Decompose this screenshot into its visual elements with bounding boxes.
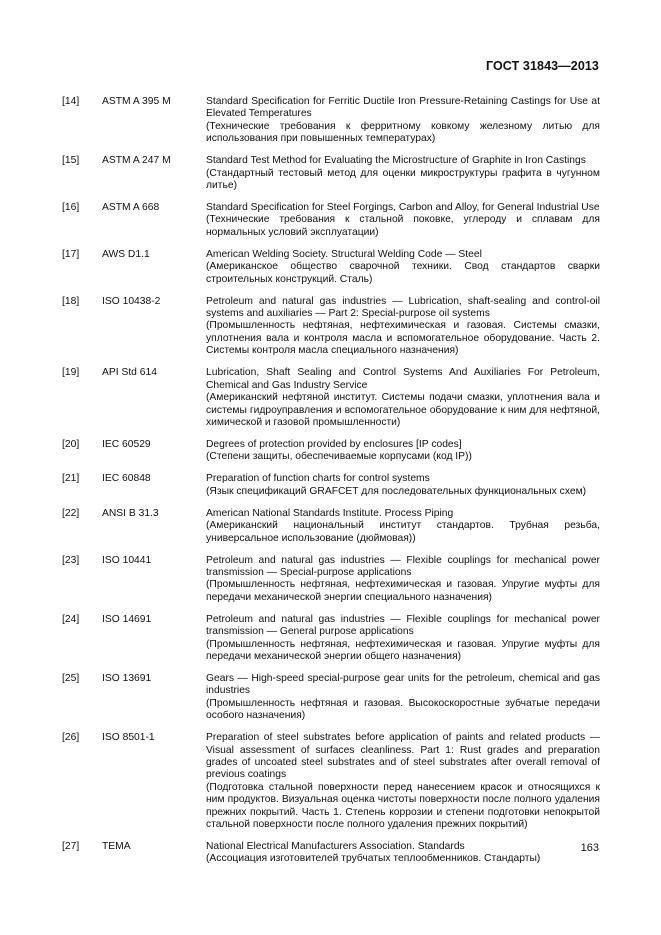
reference-entry bbox=[62, 367, 600, 429]
reference-number: [23] bbox=[62, 554, 80, 566]
reference-code: ISO 10441 bbox=[102, 554, 152, 566]
reference-title-ru: (Американский нефтяной институт. Системы подачи смазки, уплотнения вала и системы гидроуправления и вспомогательное оборудование к ним для нефтяной, химической и газовой промышленности) bbox=[206, 392, 600, 428]
reference-description bbox=[206, 155, 600, 192]
reference-entry bbox=[62, 508, 600, 545]
reference-number: [14] bbox=[62, 96, 80, 107]
reference-title-en: Gears — High-speed special-purpose gear units for the petroleum, chemical and gas industries bbox=[206, 672, 600, 697]
reference-code: API Std 614 bbox=[102, 367, 157, 379]
reference-entry bbox=[62, 732, 600, 831]
reference-description bbox=[206, 732, 600, 831]
reference-number: [16] bbox=[62, 202, 80, 214]
reference-title-ru: (Ассоциация изготовителей трубчатых теплообменников. Стандарты) bbox=[206, 853, 541, 865]
page-footer bbox=[581, 842, 599, 854]
reference-title-ru: (Язык спецификаций GRAFCET для последовательных функциональных схем) bbox=[206, 485, 587, 497]
reference-entry bbox=[62, 155, 600, 192]
reference-description bbox=[206, 96, 600, 146]
reference-number: [27] bbox=[62, 841, 80, 853]
reference-description bbox=[206, 439, 600, 464]
reference-title-en: Petroleum and natural gas industries — Lubrication, shaft-sealing and control-oil systems and auxiliaries — Part 2: Special-purpose oil systems bbox=[206, 295, 600, 320]
reference-code: TEMA bbox=[102, 841, 131, 853]
reference-code: ISO 13691 bbox=[102, 672, 152, 684]
reference-title-en: Standard Specification for Ferritic Ductile Iron Pressure-Retaining Castings for Use at Elevated Temperatures bbox=[206, 96, 600, 120]
reference-title-ru: (Промышленность нефтяная, нефтехимическая и газовая. Упругие муфты для передачи механической энергии общего назначения) bbox=[206, 638, 600, 662]
reference-code: IEC 60848 bbox=[102, 473, 151, 485]
reference-description bbox=[206, 841, 600, 866]
reference-title-en: Preparation of function charts for control systems bbox=[206, 473, 430, 485]
reference-description bbox=[206, 673, 600, 723]
reference-entry bbox=[62, 614, 600, 664]
reference-number: [24] bbox=[62, 613, 80, 625]
reference-title-ru: (Промышленность нефтяная, нефтехимическая и газовая. Упругие муфты для передачи механической энергии специального назначения) bbox=[206, 579, 600, 603]
reference-number: [21] bbox=[62, 473, 80, 485]
reference-title-ru: (Технические требования к стальной поковке, углероду и сплавам для нормальных условий эксплуатации) bbox=[206, 214, 600, 238]
reference-entry bbox=[62, 96, 600, 146]
reference-title-en: National Electrical Manufacturers Association. Standards bbox=[206, 841, 465, 853]
reference-entry bbox=[62, 439, 600, 464]
reference-code: IEC 60529 bbox=[102, 438, 151, 450]
reference-description bbox=[206, 614, 600, 664]
reference-entry bbox=[62, 249, 600, 286]
reference-title-en: Standard Specification for Steel Forgings, Carbon and Alloy, for General Industrial Use bbox=[206, 202, 600, 214]
reference-entry bbox=[62, 841, 600, 866]
reference-title-ru: (Промышленность нефтяная, нефтехимическая и газовая. Системы смазки, уплотнения вала и контроля масла и вспомогательное оборудование. Часть 2. Системы контроля масла специального назначения) bbox=[206, 320, 600, 357]
reference-title-ru: (Технические требования к ферритному ковкому железному литью для использования при повышенных температурах) bbox=[206, 120, 600, 145]
reference-title-en: Standard Test Method for Evaluating the Microstructure of Graphite in Iron Castings bbox=[206, 155, 586, 167]
reference-number: [17] bbox=[62, 248, 80, 260]
reference-number: [18] bbox=[62, 295, 80, 307]
reference-description bbox=[206, 473, 600, 498]
reference-title-ru: (Подготовка стальной поверхности перед нанесением красок и относящихся к ним продуктов. Визуальная оценка чистоты поверхности после полного удаления прежних покрытий. Часть 1. Степень коррозии и степени подготовки непокрытой стальной поверхности после полного удаления прежних покрытий) bbox=[206, 781, 600, 831]
reference-title-en: American Welding Society. Structural Welding Code — Steel bbox=[206, 248, 482, 260]
reference-number: [25] bbox=[62, 672, 80, 684]
reference-number: [22] bbox=[62, 507, 80, 519]
page-number: 163 bbox=[580, 842, 599, 854]
reference-title-en: Lubrication, Shaft Sealing and Control Systems And Auxiliaries For Petroleum, Chemical and Gas Industry Service bbox=[206, 367, 600, 391]
reference-description bbox=[206, 202, 600, 239]
reference-number: [26] bbox=[62, 732, 80, 744]
reference-description bbox=[206, 296, 600, 358]
reference-title-ru: (Стандартный тестовый метод для оценки микроструктуры графита в чугунном литье) bbox=[206, 167, 600, 192]
reference-entry bbox=[62, 473, 600, 498]
reference-code: ISO 8501-1 bbox=[102, 732, 155, 744]
reference-number: [20] bbox=[62, 438, 80, 450]
reference-code: ISO 14691 bbox=[102, 613, 152, 625]
reference-code: AWS D1.1 bbox=[102, 248, 150, 260]
reference-description bbox=[206, 555, 600, 605]
reference-code: ASTM A 395 M bbox=[102, 96, 171, 107]
reference-description bbox=[206, 367, 600, 429]
reference-title-ru: (Промышленность нефтяная и газовая. Высокоскоростные зубчатые передачи особого назначения) bbox=[206, 697, 600, 722]
reference-title-ru: (Американское общество сварочной техники. Свод стандартов сварки строительных конструкций. Сталь) bbox=[206, 261, 600, 285]
reference-code: ANSI B 31.3 bbox=[102, 507, 159, 519]
reference-title-en: Petroleum and natural gas industries — Flexible couplings for mechanical power transmission — General purpose applications bbox=[206, 613, 600, 638]
reference-code: ASTM A 247 M bbox=[102, 155, 171, 167]
reference-entry bbox=[62, 673, 600, 723]
reference-title-ru: (Степени защиты, обеспечиваемые корпусами (код IP)) bbox=[206, 451, 472, 463]
reference-title-en: Preparation of steel substrates before application of paints and related products — Visual assessment of surfaces cleanliness. Part 1: Rust grades and preparation grades of uncoated steel substrates and of steel substrates after overall removal of previous coatings bbox=[206, 732, 600, 781]
reference-title-en: American National Standards Institute. Process Piping bbox=[206, 507, 454, 519]
reference-entry bbox=[62, 555, 600, 605]
reference-number: [15] bbox=[62, 155, 80, 167]
bibliography-list bbox=[62, 96, 600, 875]
reference-title-en: Degrees of protection provided by enclosures [IP codes] bbox=[206, 438, 462, 450]
reference-description bbox=[206, 508, 600, 545]
reference-entry bbox=[62, 296, 600, 358]
reference-code: ISO 10438-2 bbox=[102, 295, 161, 307]
reference-description bbox=[206, 249, 600, 286]
reference-entry bbox=[62, 202, 600, 239]
document-header bbox=[486, 59, 599, 73]
reference-title-en: Petroleum and natural gas industries — Flexible couplings for mechanical power transmission — Special-purpose applications bbox=[206, 554, 600, 578]
standard-code: ГОСТ 31843—2013 bbox=[485, 59, 599, 73]
reference-number: [19] bbox=[62, 367, 80, 379]
reference-title-ru: (Американский национальный институт стандартов. Трубная резьба, универсальное использование (дюймовая)) bbox=[206, 520, 600, 544]
reference-code: ASTM A 668 bbox=[102, 202, 160, 214]
